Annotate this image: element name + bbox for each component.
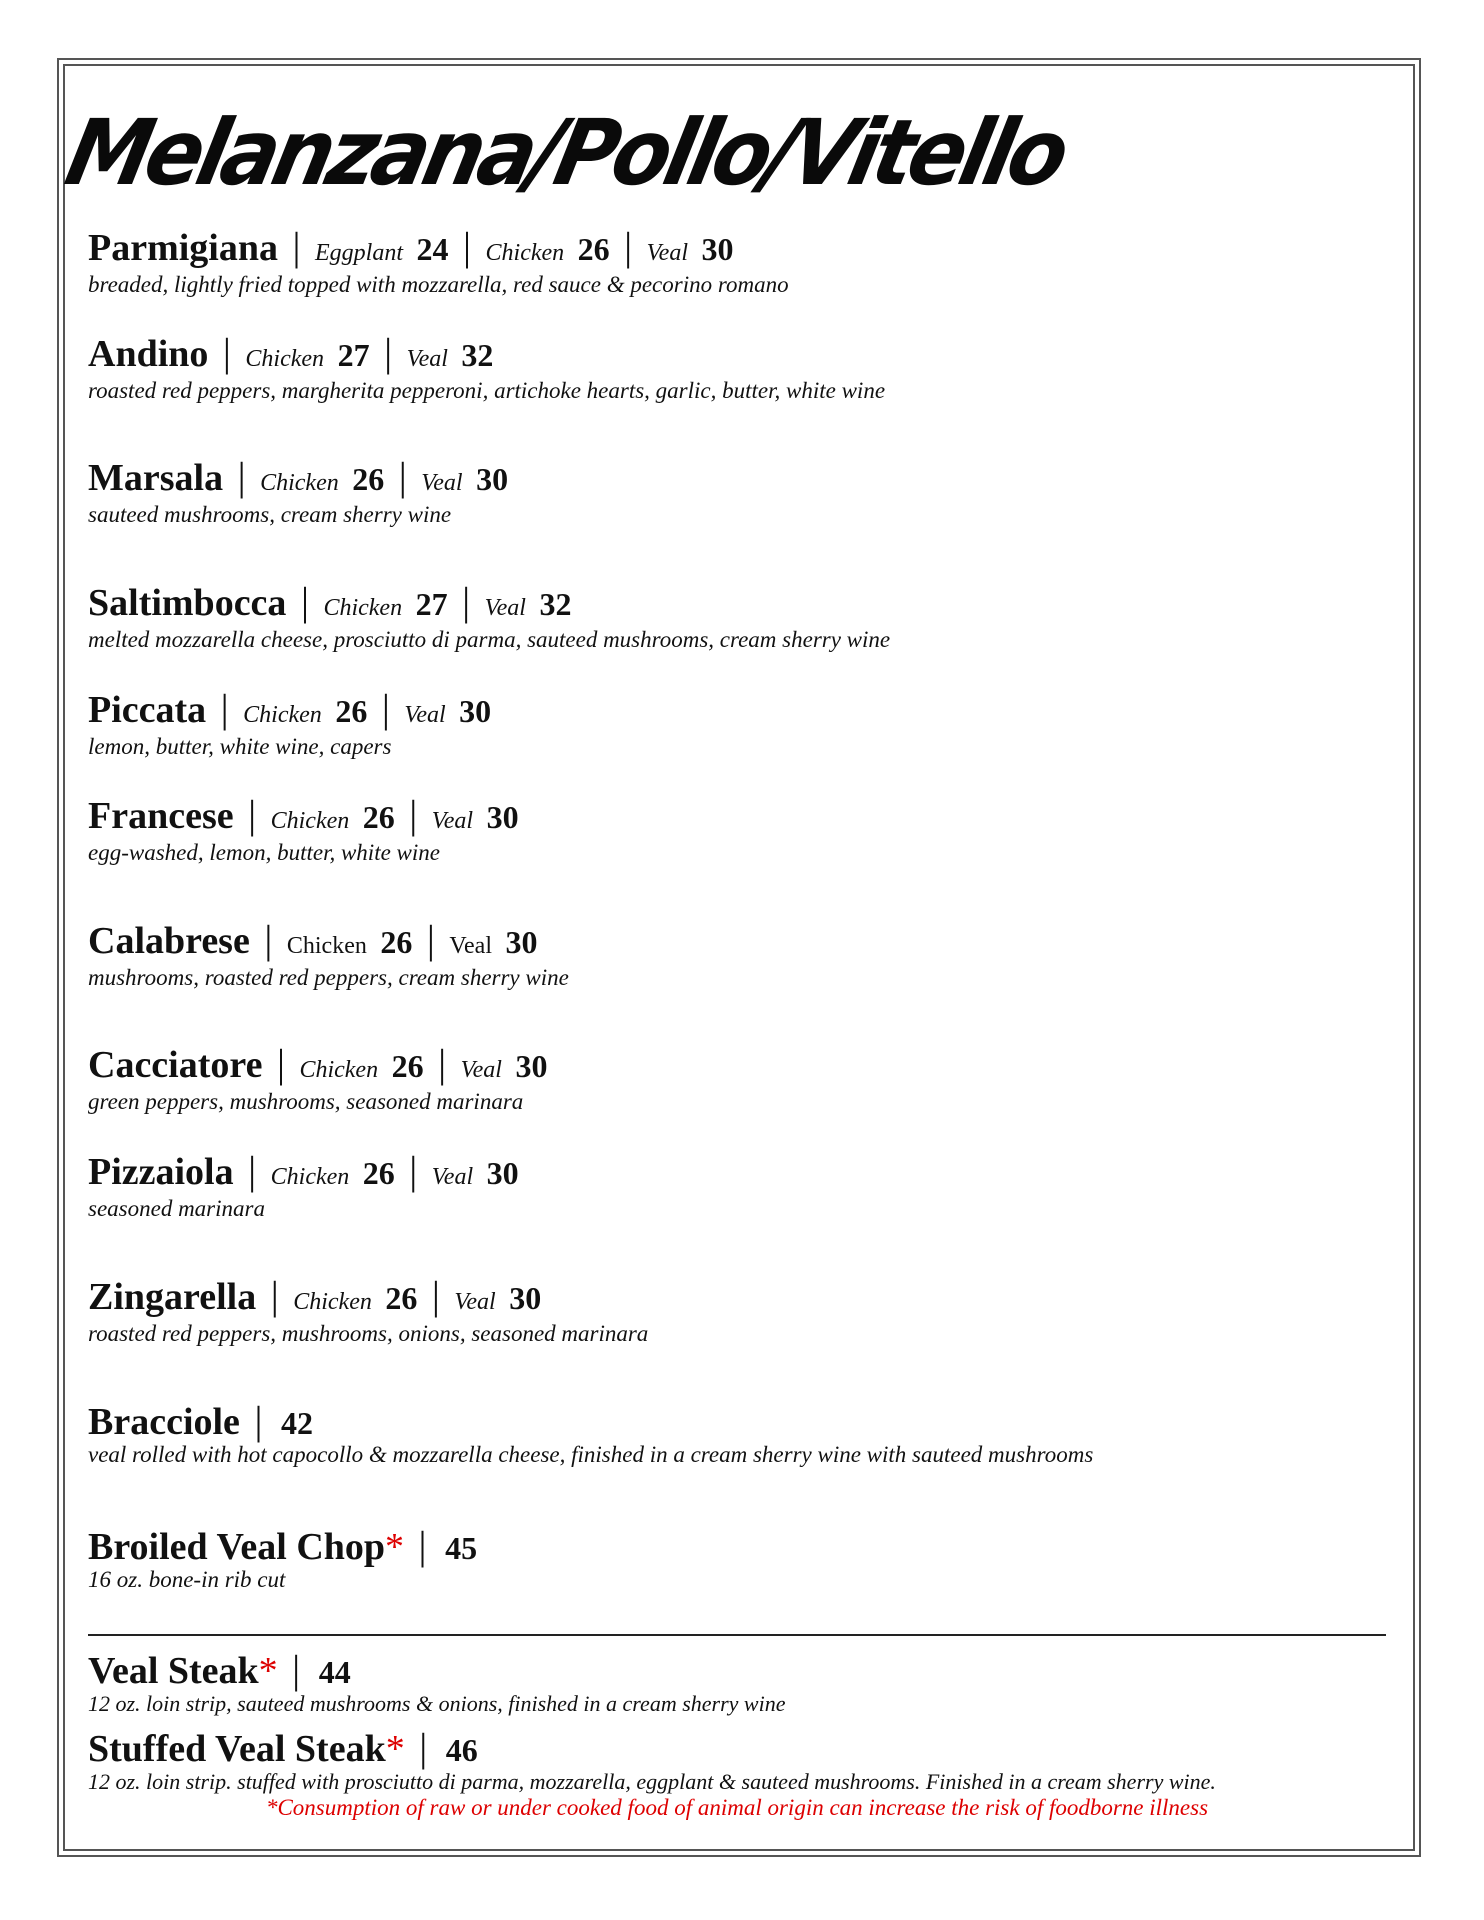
- item-name: Stuffed Veal Steak: [88, 1728, 386, 1770]
- separator: |: [222, 330, 231, 375]
- option-label: Eggplant: [315, 240, 403, 266]
- item-name: Pizzaiola: [88, 1151, 234, 1193]
- item-name: Parmigiana: [88, 227, 278, 269]
- food-safety-warning: *Consumption of raw or under cooked food of animal origin can increase the risk of foodborne illness: [265, 1795, 1209, 1820]
- option-price: 26: [391, 1048, 424, 1084]
- item-price: 45: [445, 1530, 478, 1566]
- option-label: Chicken: [323, 595, 403, 621]
- item-name: Zingarella: [88, 1276, 257, 1318]
- option-price: 30: [486, 1155, 519, 1191]
- option-label: Veal: [421, 470, 463, 496]
- item-name: Calabrese: [88, 920, 250, 962]
- option-price: 30: [509, 1280, 542, 1316]
- option-label: Chicken: [293, 1289, 372, 1315]
- separator: |: [398, 454, 407, 499]
- item-name: Bracciole: [88, 1401, 240, 1443]
- option-price: 30: [515, 1048, 548, 1084]
- option-label: Veal: [404, 702, 446, 728]
- item-name: Piccata: [88, 689, 207, 731]
- item-price: 46: [445, 1732, 478, 1768]
- option-price: 26: [352, 461, 385, 497]
- raw-warning-asterisk: *: [385, 1526, 405, 1568]
- option-label: Chicken: [485, 240, 565, 266]
- item-description: green peppers, mushrooms, seasoned marinara: [88, 1089, 524, 1114]
- separator: |: [292, 224, 301, 269]
- separator: |: [220, 686, 229, 731]
- separator: |: [418, 1523, 427, 1568]
- menu-item-francese: [88, 793, 519, 867]
- item-description: sauteed mushrooms, cream sherry wine: [88, 502, 452, 527]
- option-label: Veal: [431, 1164, 474, 1190]
- menu-item-veal-steak: [88, 1648, 785, 1718]
- item-description: 12 oz. loin strip, sauteed mushrooms & onions, finished in a cream sherry wine: [88, 1691, 786, 1716]
- item-name: Saltimbocca: [88, 582, 287, 624]
- option-label: Chicken: [243, 702, 322, 728]
- menu-item-broiled-veal-chop: [88, 1524, 477, 1594]
- separator: |: [409, 1148, 418, 1193]
- separator: |: [264, 917, 273, 962]
- option-price: 26: [362, 1155, 395, 1191]
- option-label: Veal: [449, 933, 493, 959]
- menu-item-stuffed-veal-steak: [88, 1726, 1216, 1796]
- separator: |: [248, 792, 257, 837]
- option-label: Chicken: [270, 1164, 350, 1190]
- separator: |: [463, 224, 472, 269]
- menu-item-parmigiana: [88, 225, 789, 299]
- option-price: 32: [461, 337, 494, 373]
- option-label: Chicken: [299, 1057, 379, 1083]
- option-label: Veal: [431, 808, 474, 834]
- option-price: 30: [459, 693, 492, 729]
- separator: |: [270, 1273, 279, 1318]
- item-description: roasted red peppers, mushrooms, onions, seasoned marinara: [88, 1321, 649, 1346]
- menu-item-bracciole: [88, 1399, 1093, 1469]
- option-price: 27: [415, 586, 448, 622]
- option-price: 26: [577, 231, 610, 267]
- option-price: 32: [539, 586, 572, 622]
- option-label: Veal: [484, 595, 526, 621]
- separator: |: [248, 1148, 257, 1193]
- item-description: 16 oz. bone-in rib cut: [88, 1567, 286, 1592]
- menu-item-andino: [88, 331, 885, 405]
- item-description: egg-washed, lemon, butter, white wine: [88, 840, 440, 865]
- separator: |: [419, 1725, 428, 1770]
- item-description: veal rolled with hot capocollo & mozzarella cheese, finished in a cream sherry wine with sauteed mushrooms: [88, 1442, 1094, 1467]
- item-name: Marsala: [88, 457, 224, 499]
- item-description: melted mozzarella cheese, prosciutto di parma, sauteed mushrooms, cream sherry wine: [88, 627, 891, 652]
- option-price: 26: [380, 924, 413, 960]
- separator: |: [254, 1398, 263, 1443]
- separator: |: [381, 686, 390, 731]
- item-description: seasoned marinara: [88, 1196, 265, 1221]
- separator: |: [426, 917, 435, 962]
- item-name: Andino: [88, 333, 209, 375]
- raw-warning-asterisk: *: [385, 1728, 405, 1770]
- option-label: Chicken: [270, 808, 350, 834]
- option-label: Veal: [406, 346, 448, 372]
- separator: |: [431, 1273, 440, 1318]
- option-price: 26: [362, 799, 395, 835]
- menu-item-calabrese: [88, 918, 569, 992]
- menu-item-zingarella: [88, 1274, 648, 1348]
- raw-warning-asterisk: *: [258, 1650, 278, 1692]
- option-label: Chicken: [260, 470, 339, 496]
- option-price: 30: [486, 799, 519, 835]
- separator: |: [384, 330, 393, 375]
- separator: |: [624, 224, 633, 269]
- option-label: Chicken: [245, 346, 325, 372]
- item-description: roasted red peppers, margherita pepperoni, artichoke hearts, garlic, butter, white wine: [88, 378, 886, 403]
- item-name: Veal Steak: [88, 1650, 259, 1692]
- option-price: 24: [416, 231, 449, 267]
- separator: |: [409, 792, 418, 837]
- option-label: Chicken: [286, 933, 367, 959]
- option-price: 26: [335, 693, 368, 729]
- item-description: 12 oz. loin strip. stuffed with prosciutto di parma, mozzarella, eggplant & sauteed mushrooms. Finished in a cream sherry wine.: [88, 1769, 1216, 1794]
- option-price: 26: [385, 1280, 418, 1316]
- menu-title: Melanzana/Pollo/Vitello: [57, 100, 1074, 206]
- option-label: Veal: [460, 1057, 502, 1083]
- option-price: 27: [337, 337, 370, 373]
- item-name: Broiled Veal Chop: [88, 1526, 386, 1568]
- item-price: 42: [280, 1405, 313, 1441]
- section-divider: [88, 1634, 1386, 1636]
- option-label: Veal: [646, 240, 688, 266]
- option-label: Veal: [454, 1289, 496, 1315]
- menu-item-piccata: [88, 687, 491, 761]
- menu-item-marsala: [88, 455, 508, 529]
- item-description: breaded, lightly fried topped with mozzarella, red sauce & pecorino romano: [88, 272, 789, 297]
- menu-item-saltimbocca: [88, 580, 890, 654]
- item-name: Cacciatore: [88, 1044, 263, 1086]
- item-name: Francese: [88, 795, 234, 837]
- item-description: lemon, butter, white wine, capers: [88, 734, 392, 759]
- separator: |: [276, 1041, 285, 1086]
- menu-item-cacciatore: [88, 1042, 547, 1116]
- option-price: 30: [505, 924, 538, 960]
- separator: |: [300, 579, 309, 624]
- separator: |: [438, 1041, 447, 1086]
- item-price: 44: [318, 1654, 351, 1690]
- option-price: 30: [476, 461, 509, 497]
- separator: |: [462, 579, 471, 624]
- separator: |: [292, 1647, 301, 1692]
- item-description: mushrooms, roasted red peppers, cream sherry wine: [88, 965, 569, 990]
- menu-item-pizzaiola: [88, 1149, 519, 1223]
- separator: |: [237, 454, 246, 499]
- option-price: 30: [701, 231, 734, 267]
